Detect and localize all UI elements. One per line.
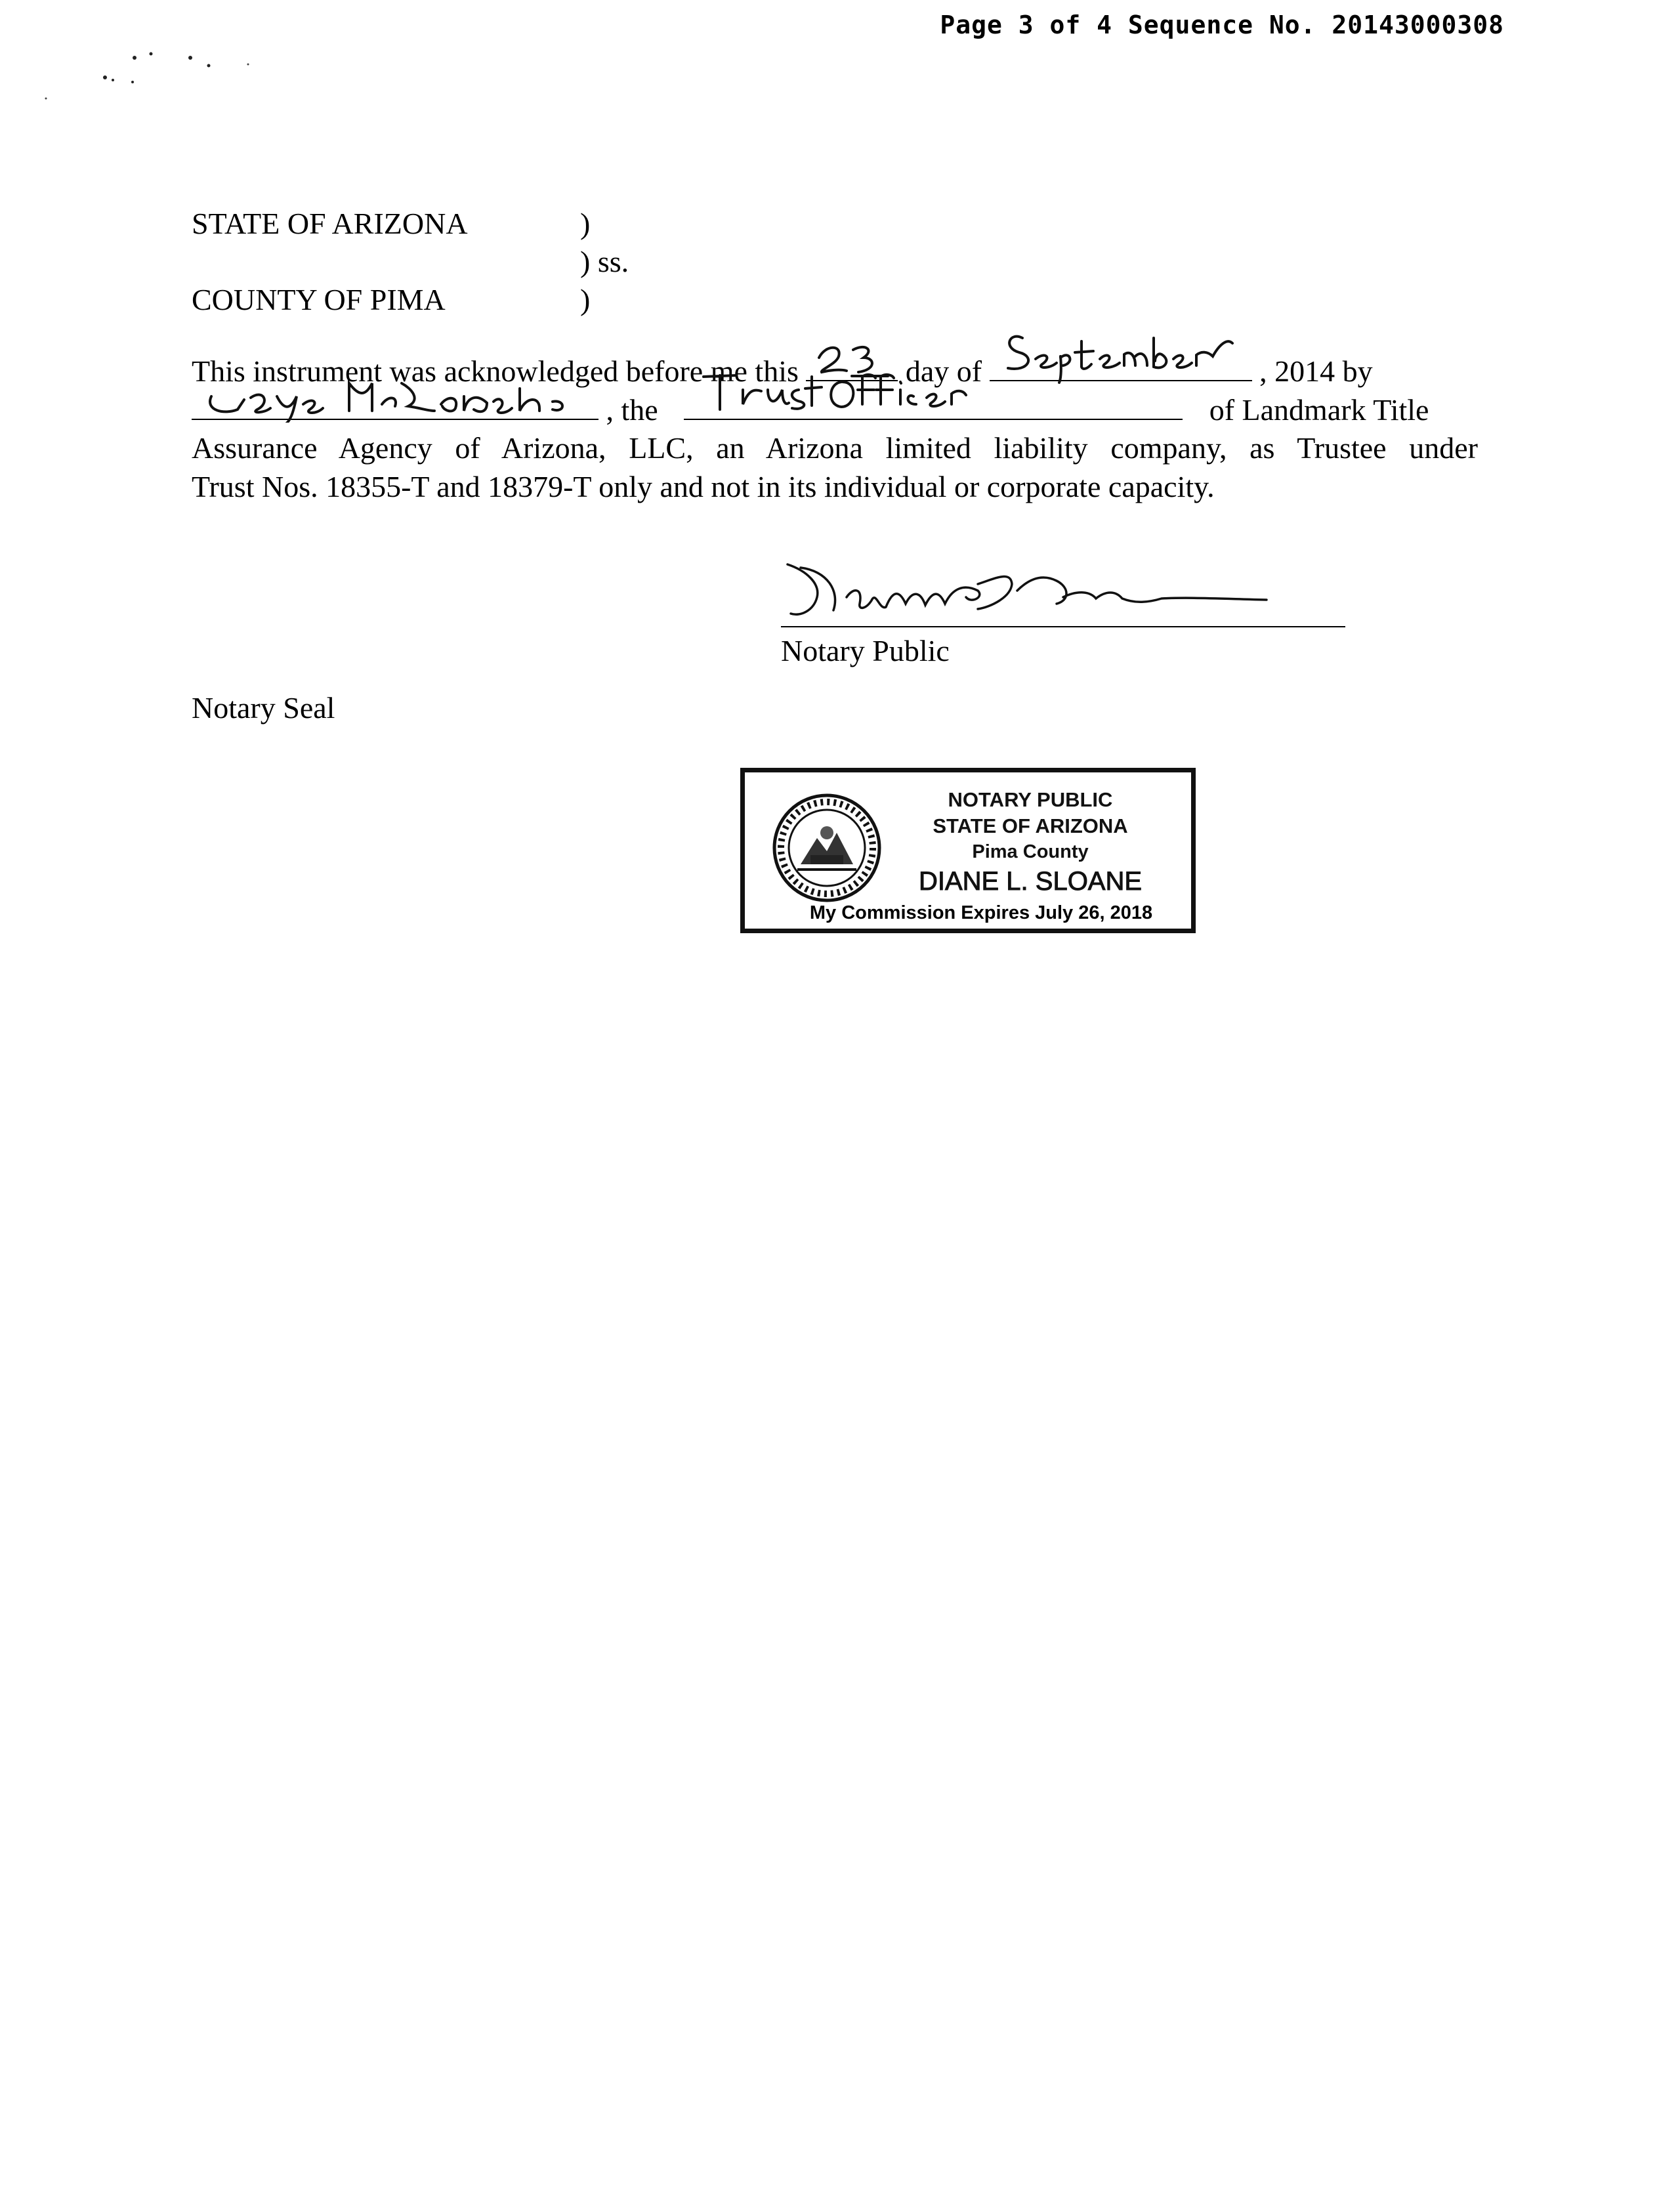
notary-stamp — [740, 768, 1196, 933]
title-blank — [684, 390, 1183, 420]
venue-row-ss — [192, 243, 782, 281]
stamp-notary-name: DIANE L. SLOANE — [918, 867, 1143, 896]
ack-text-before-day: This instrument was acknowledged before me this — [192, 354, 799, 388]
notary-public-label: Notary Public — [781, 634, 950, 667]
notary-signature — [781, 551, 1332, 637]
ack-line-4: Trust Nos. 18355-T and 18379-T only and not in its individual or corporate capacity. — [192, 470, 1215, 503]
paren-2: ) — [580, 283, 591, 316]
venue-row-county — [192, 281, 782, 319]
arizona-state-seal-icon — [771, 792, 883, 904]
stamp-county: Pima County — [972, 841, 1089, 862]
ack-line-2 — [192, 390, 1478, 429]
venue-block — [192, 205, 782, 319]
signer-handwriting — [198, 370, 592, 423]
stamp-state: STATE OF ARIZONA — [933, 814, 1128, 837]
paren-1: ) — [580, 207, 591, 240]
ack-line-3: Assurance Agency of Arizona, LLC, an Arizona limited liability company, as Trustee under — [192, 431, 1478, 465]
acknowledgment-paragraph — [192, 351, 1478, 506]
title-handwriting — [690, 364, 979, 423]
scan-specks — [39, 46, 262, 118]
notary-seal-label: Notary Seal — [192, 691, 335, 724]
month-handwriting — [996, 325, 1259, 384]
ack-text-year-by: , 2014 by — [1259, 354, 1373, 388]
ack-text-the: , the — [606, 393, 658, 427]
ack-text-day-of: day of — [905, 354, 982, 388]
ack-text-of-company: of Landmark Title — [1209, 393, 1429, 427]
month-blank — [990, 351, 1252, 381]
ss-line: ) ss. — [580, 245, 629, 278]
page-sequence-header: Page 3 of 4 Sequence No. 20143000308 — [940, 10, 1504, 39]
notary-signature-block — [781, 551, 1352, 667]
stamp-commission-expiry: My Commission Expires July 26, 2018 — [809, 902, 1153, 923]
county-line: COUNTY OF PIMA — [192, 283, 446, 316]
venue-row-state — [192, 205, 782, 243]
signature-line — [781, 626, 1345, 627]
stamp-notary-public: NOTARY PUBLIC — [948, 788, 1113, 811]
signer-blank — [192, 390, 598, 420]
state-line: STATE OF ARIZONA — [192, 207, 468, 240]
stamp-text-block — [876, 787, 1185, 898]
